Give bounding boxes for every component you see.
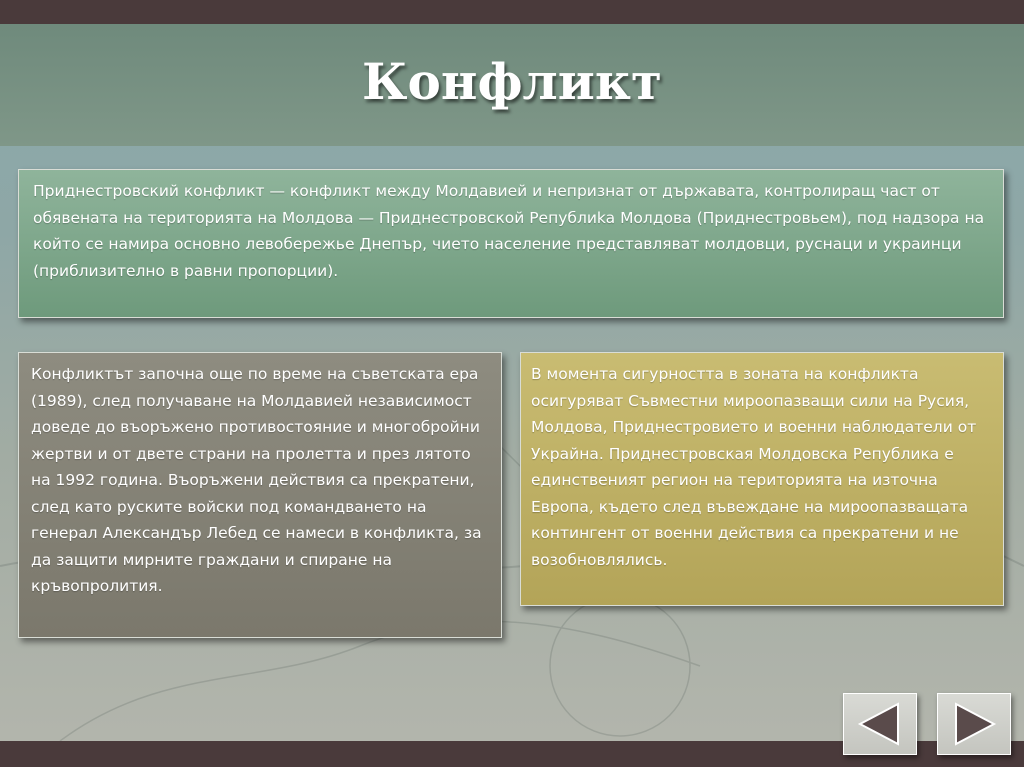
current-state-paragraph: В момента сигурността в зоната на конфликта осигуряват Съвместни мироопазващи сили на Русия, Молдова, Приднестровието и военни наблюдатели от Украйна. Приднестровская Молдовска Република е единственият регион на територията на източна Европа, където след въвеждане на мироопазващата контингент от военни действия са прекратени и не возобновлялись. [531,365,977,569]
title-band [0,24,1024,146]
top-frame-bar [0,0,1024,24]
history-text-box [18,352,502,638]
current-state-text-box [520,352,1004,606]
intro-paragraph: Приднестровский конфликт — конфликт между Молдавией и непризнат от държавата, контролиращ част от обявената на територията на Молдова — Приднестровской Републиka Молдова (Приднестровьем), под надзора на който се намира основно левобережье Днепър, чието население представляват молдовци, руснаци и украинци (приблизително в равни пропорции). [33,182,985,280]
history-paragraph: Конфликтът започна още по време на съветската ера (1989), след получаване на Молдавией независимост доведе до въоръжено противостояние и многобройни жертви и от двете страни на пролетта и през лятото на 1992 година. Въоръжени действия са прекратени, след като руските войски под командването на генерал Александър Лебед се намеси в конфликта, за да защити мирните граждани и спиране на кръвопролития. [31,365,482,595]
arrow-left-icon [856,702,904,746]
intro-text-box [18,169,1004,318]
slide-title: Конфликт [362,51,662,111]
arrow-right-icon [950,702,998,746]
previous-slide-button[interactable] [843,693,917,755]
next-slide-button[interactable] [937,693,1011,755]
